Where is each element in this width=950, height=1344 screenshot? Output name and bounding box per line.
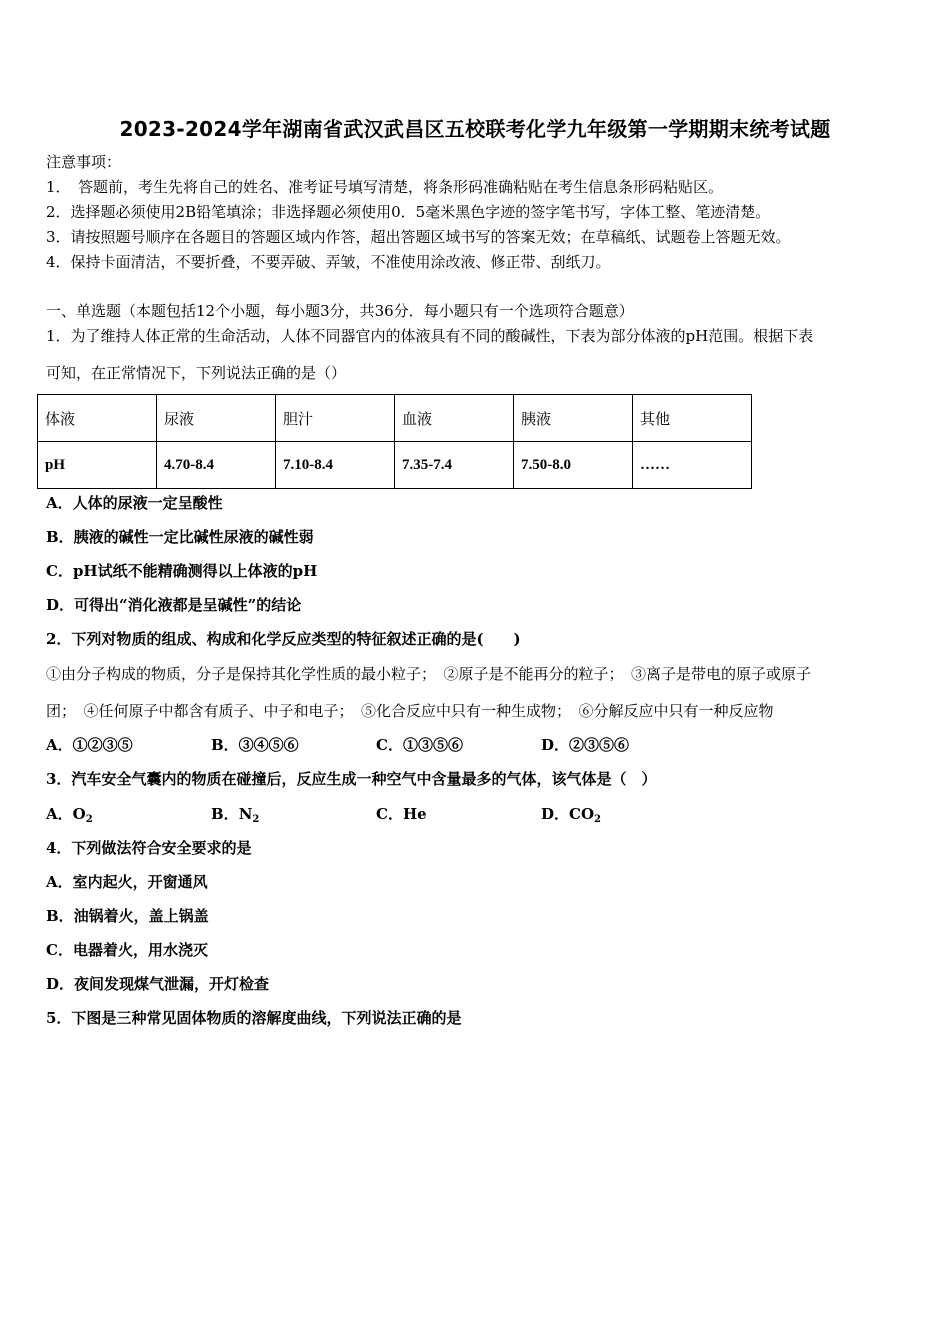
table-cell: 4.70-8.4 xyxy=(157,442,276,489)
q2-statements-line2: 团； ④任何原子中都含有质子、中子和电子； ⑤化合反应中只有一种生成物； ⑥分解反应中只有一种反应物 xyxy=(46,702,774,720)
option-formula: N xyxy=(238,805,253,823)
table-header-row xyxy=(38,395,752,442)
option-formula: He xyxy=(402,805,427,823)
section-heading: 一、单选题（本题包括12个小题，每小题3分，共36分．每小题只有一个选项符合题意） xyxy=(46,302,634,320)
q4-stem: 4．下列做法符合安全要求的是 xyxy=(46,839,252,857)
table-cell: …… xyxy=(633,442,752,489)
table-cell: 其他 xyxy=(633,395,752,442)
q1-option-d: D．可得出“消化液都是呈碱性”的结论 xyxy=(46,596,302,614)
table-cell: 体液 xyxy=(38,395,157,442)
notice-heading: 注意事项： xyxy=(46,153,122,171)
q1-option-b: B．胰液的碱性一定比碱性尿液的碱性弱 xyxy=(46,528,314,546)
ph-table xyxy=(37,394,752,489)
q3-option-a xyxy=(46,804,93,830)
q1-stem-line2: 可知，在正常情况下，下列说法正确的是（） xyxy=(46,364,347,382)
notice-item-2: 2．选择题必须使用2B铅笔填涂；非选择题必须使用0．5毫米黑色字迹的签字笔书写，字体工整、笔迹清楚。 xyxy=(46,203,771,221)
option-label: D． xyxy=(541,805,570,823)
q4-option-c: C．电器着火，用水浇灭 xyxy=(46,941,208,959)
q1-option-c: C．pH试纸不能精确测得以上体液的pH xyxy=(46,562,318,580)
table-cell: 血液 xyxy=(395,395,514,442)
page-title: 2023-2024学年湖南省武汉武昌区五校联考化学九年级第一学期期末统考试题 xyxy=(119,117,831,141)
q3-option-c xyxy=(376,804,427,824)
q2-statements-line1: ①由分子构成的物质，分子是保持其化学性质的最小粒子； ②原子是不能再分的粒子； ③离子是带电的原子或原子 xyxy=(46,665,812,683)
option-formula: CO xyxy=(569,805,595,823)
q3-option-d xyxy=(541,804,601,830)
table-cell: 胰液 xyxy=(514,395,633,442)
q4-option-b: B．油锅着火，盖上锅盖 xyxy=(46,907,209,925)
option-subscript: 2 xyxy=(85,814,93,825)
table-cell: 胆汁 xyxy=(276,395,395,442)
q2-option-a: A．①②③⑤ xyxy=(46,736,133,754)
q2-option-b: B．③④⑤⑥ xyxy=(211,736,299,754)
table-cell: 7.50-8.0 xyxy=(514,442,633,489)
q2-option-c: C．①③⑤⑥ xyxy=(376,736,463,754)
option-label: A． xyxy=(46,805,73,823)
option-label: B． xyxy=(211,805,239,823)
table-cell: 7.10-8.4 xyxy=(276,442,395,489)
q2-stem: 2．下列对物质的组成、构成和化学反应类型的特征叙述正确的是( ) xyxy=(46,630,521,648)
q3-stem: 3．汽车安全气囊内的物质在碰撞后，反应生成一种空气中含量最多的气体，该气体是（ ） xyxy=(46,770,657,788)
option-label: C． xyxy=(376,805,403,823)
q3-option-b xyxy=(211,804,259,830)
notice-item-1: 1． 答题前，考生先将自己的姓名、准考证号填写清楚，将条形码准确粘贴在考生信息条形码粘贴区。 xyxy=(46,178,724,196)
q1-option-a: A．人体的尿液一定呈酸性 xyxy=(46,494,223,512)
notice-item-3: 3．请按照题号顺序在各题目的答题区域内作答，超出答题区域书写的答案无效；在草稿纸、试题卷上答题无效。 xyxy=(46,228,791,246)
q2-option-d: D．②③⑤⑥ xyxy=(541,736,630,754)
option-formula: O xyxy=(72,805,86,823)
q5-stem: 5．下图是三种常见固体物质的溶解度曲线，下列说法正确的是 xyxy=(46,1009,462,1027)
table-cell: 尿液 xyxy=(157,395,276,442)
option-subscript: 2 xyxy=(252,814,260,825)
table-cell: pH xyxy=(38,442,157,489)
notice-item-4: 4．保持卡面清洁，不要折叠，不要弄破、弄皱，不准使用涂改液、修正带、刮纸刀。 xyxy=(46,253,611,271)
q4-option-a: A．室内起火，开窗通风 xyxy=(46,873,208,891)
q4-option-d: D．夜间发现煤气泄漏，开灯检查 xyxy=(46,975,270,993)
table-cell: 7.35-7.4 xyxy=(395,442,514,489)
table-row xyxy=(38,442,752,489)
option-subscript: 2 xyxy=(594,814,601,825)
q1-stem-line1: 1．为了维持人体正常的生命活动，人体不同器官内的体液具有不同的酸碱性，下表为部分体液的pH范围。根据下表 xyxy=(46,327,814,345)
